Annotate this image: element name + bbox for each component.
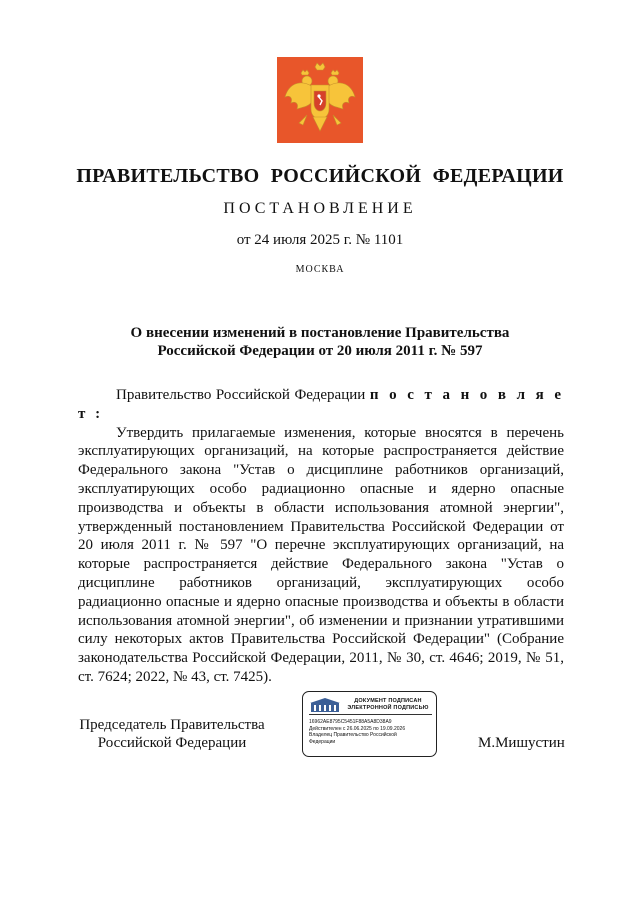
signatory-position: [72, 716, 272, 752]
russian-coat-of-arms-icon: [277, 57, 363, 143]
position-line-2: Российской Федерации: [97, 735, 247, 751]
certificate-owner-line-1: Владелец Правительство Российской: [309, 732, 397, 738]
intro-paragraph: [78, 386, 564, 424]
certificate-owner-line-2: Федерации: [309, 738, 336, 745]
decree-date-number: от 24 июля 2025 г. № 1101: [236, 232, 404, 248]
position-line-1: Председатель Правительства: [79, 717, 265, 733]
subject-line-2: Российской Федерации от 20 июля 2011 г. № 597: [157, 343, 483, 359]
certificate-number: 16962AE8795C5451F88A5A8D38A9: [309, 719, 392, 725]
intro-text: Правительство Российской Федерации: [116, 387, 370, 403]
stamp-title-line-1: ДОКУМЕНТ ПОДПИСАН: [354, 698, 422, 704]
stamp-details: [309, 719, 434, 745]
subject-line-1: О внесении изменений в постановление Правительства: [130, 325, 510, 341]
building-icon: [309, 697, 341, 713]
decree-label: ПОСТАНОВЛЕНИЕ: [223, 200, 417, 217]
decree-subject: [80, 324, 560, 360]
stamp-title-line-2: ЭЛЕКТРОННОЙ ПОДПИСЬЮ: [347, 705, 429, 711]
stamp-title: [343, 698, 433, 712]
decrees-word: п о с т а н о в л я е т :: [78, 387, 564, 422]
city: МОСКВА: [295, 264, 345, 275]
stamp-divider: [309, 714, 432, 715]
decree-body: [78, 386, 564, 687]
certificate-validity: Действителен с 26.06.2025 по 19.09.2026: [309, 725, 406, 732]
electronic-signature-stamp: [302, 691, 437, 757]
main-paragraph: Утвердить прилагаемые изменения, которые вносятся в перечень эксплуатирующих организаций, на которые распространяется действие Федерального закона "Устав о дисциплине работников организаций, эксплуатирующих особо радиационно опасные и ядерно опасные производства и объекты в области использования атомной энергии", утвержденный постановлением Правительства Российской Федерации от 20 июля 2011 г. № 597 "О перечне эксплуатирующих организаций, на которые распространяется действие Федерального закона "Устав о дисциплине работников организаций, эксплуатирующих особо радиационно опасные и ядерно опасные производства и объекты в области использования атомной энергии", об изменении и признании утратившими силу некоторых актов Правительства Российской Федерации" (Собрание законодательства Российской Федерации, 2011, № 30, ст. 4646; 2019, № 51, ст. 7624; 2022, № 43, ст. 7425).: [78, 424, 564, 685]
signatory-name: М.Мишустин: [478, 735, 565, 751]
government-title: ПРАВИТЕЛЬСТВО РОССИЙСКОЙ ФЕДЕРАЦИИ: [76, 165, 564, 187]
